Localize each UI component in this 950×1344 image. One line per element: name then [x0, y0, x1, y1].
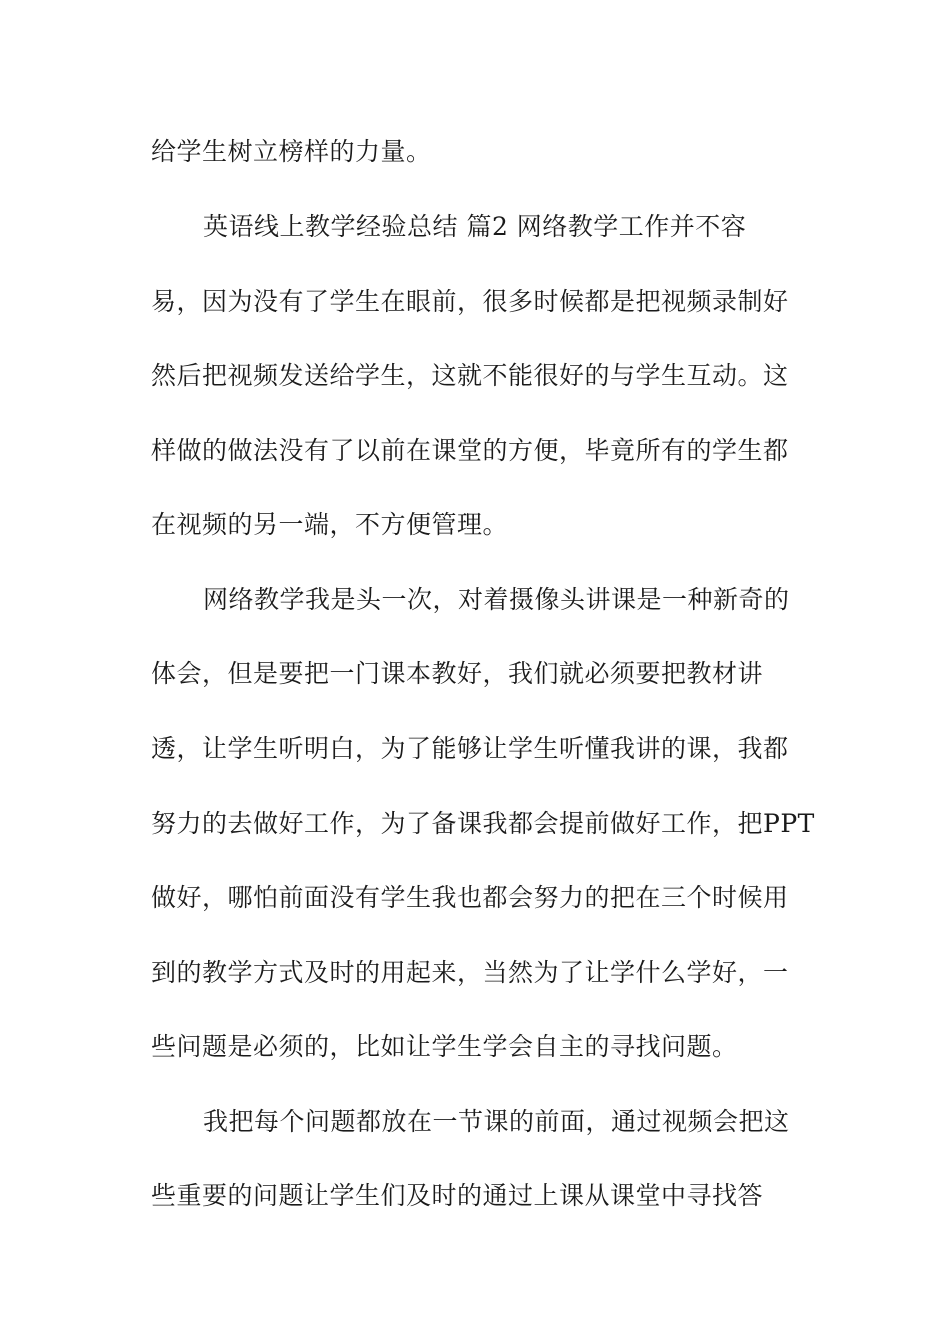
text-line: 做好，哪怕前面没有学生我也都会努力的把在三个时候用	[151, 883, 789, 912]
text-line: 些问题是必须的，比如让学生学会自主的寻找问题。	[151, 1032, 738, 1061]
paragraph-first-line: 网络教学我是头一次，对着摄像头讲课是一种新奇的	[203, 585, 790, 614]
text-line: 易，因为没有了学生在眼前，很多时候都是把视频录制好	[151, 287, 789, 316]
text-line: 给学生树立榜样的力量。	[151, 137, 432, 166]
text-line: 透，让学生听明白，为了能够让学生听懂我讲的课，我都	[151, 734, 789, 763]
text-line: 在视频的另一端，不方便管理。	[151, 510, 509, 539]
text-line: 体会，但是要把一门课本教好，我们就必须要把教材讲	[151, 659, 764, 688]
paragraph-first-line: 我把每个问题都放在一节课的前面，通过视频会把这	[203, 1107, 790, 1136]
text-line: 到的教学方式及时的用起来，当然为了让学什么学好，一	[151, 958, 789, 987]
text-line: 样做的做法没有了以前在课堂的方便，毕竟所有的学生都	[151, 436, 789, 465]
section-heading-line: 英语线上教学经验总结 篇2 网络教学工作并不容	[203, 212, 747, 241]
text-line: 然后把视频发送给学生，这就不能很好的与学生互动。这	[151, 361, 789, 390]
text-line: 些重要的问题让学生们及时的通过上课从课堂中寻找答	[151, 1181, 764, 1210]
text-line: 努力的去做好工作，为了备课我都会提前做好工作，把PPT	[151, 809, 815, 838]
